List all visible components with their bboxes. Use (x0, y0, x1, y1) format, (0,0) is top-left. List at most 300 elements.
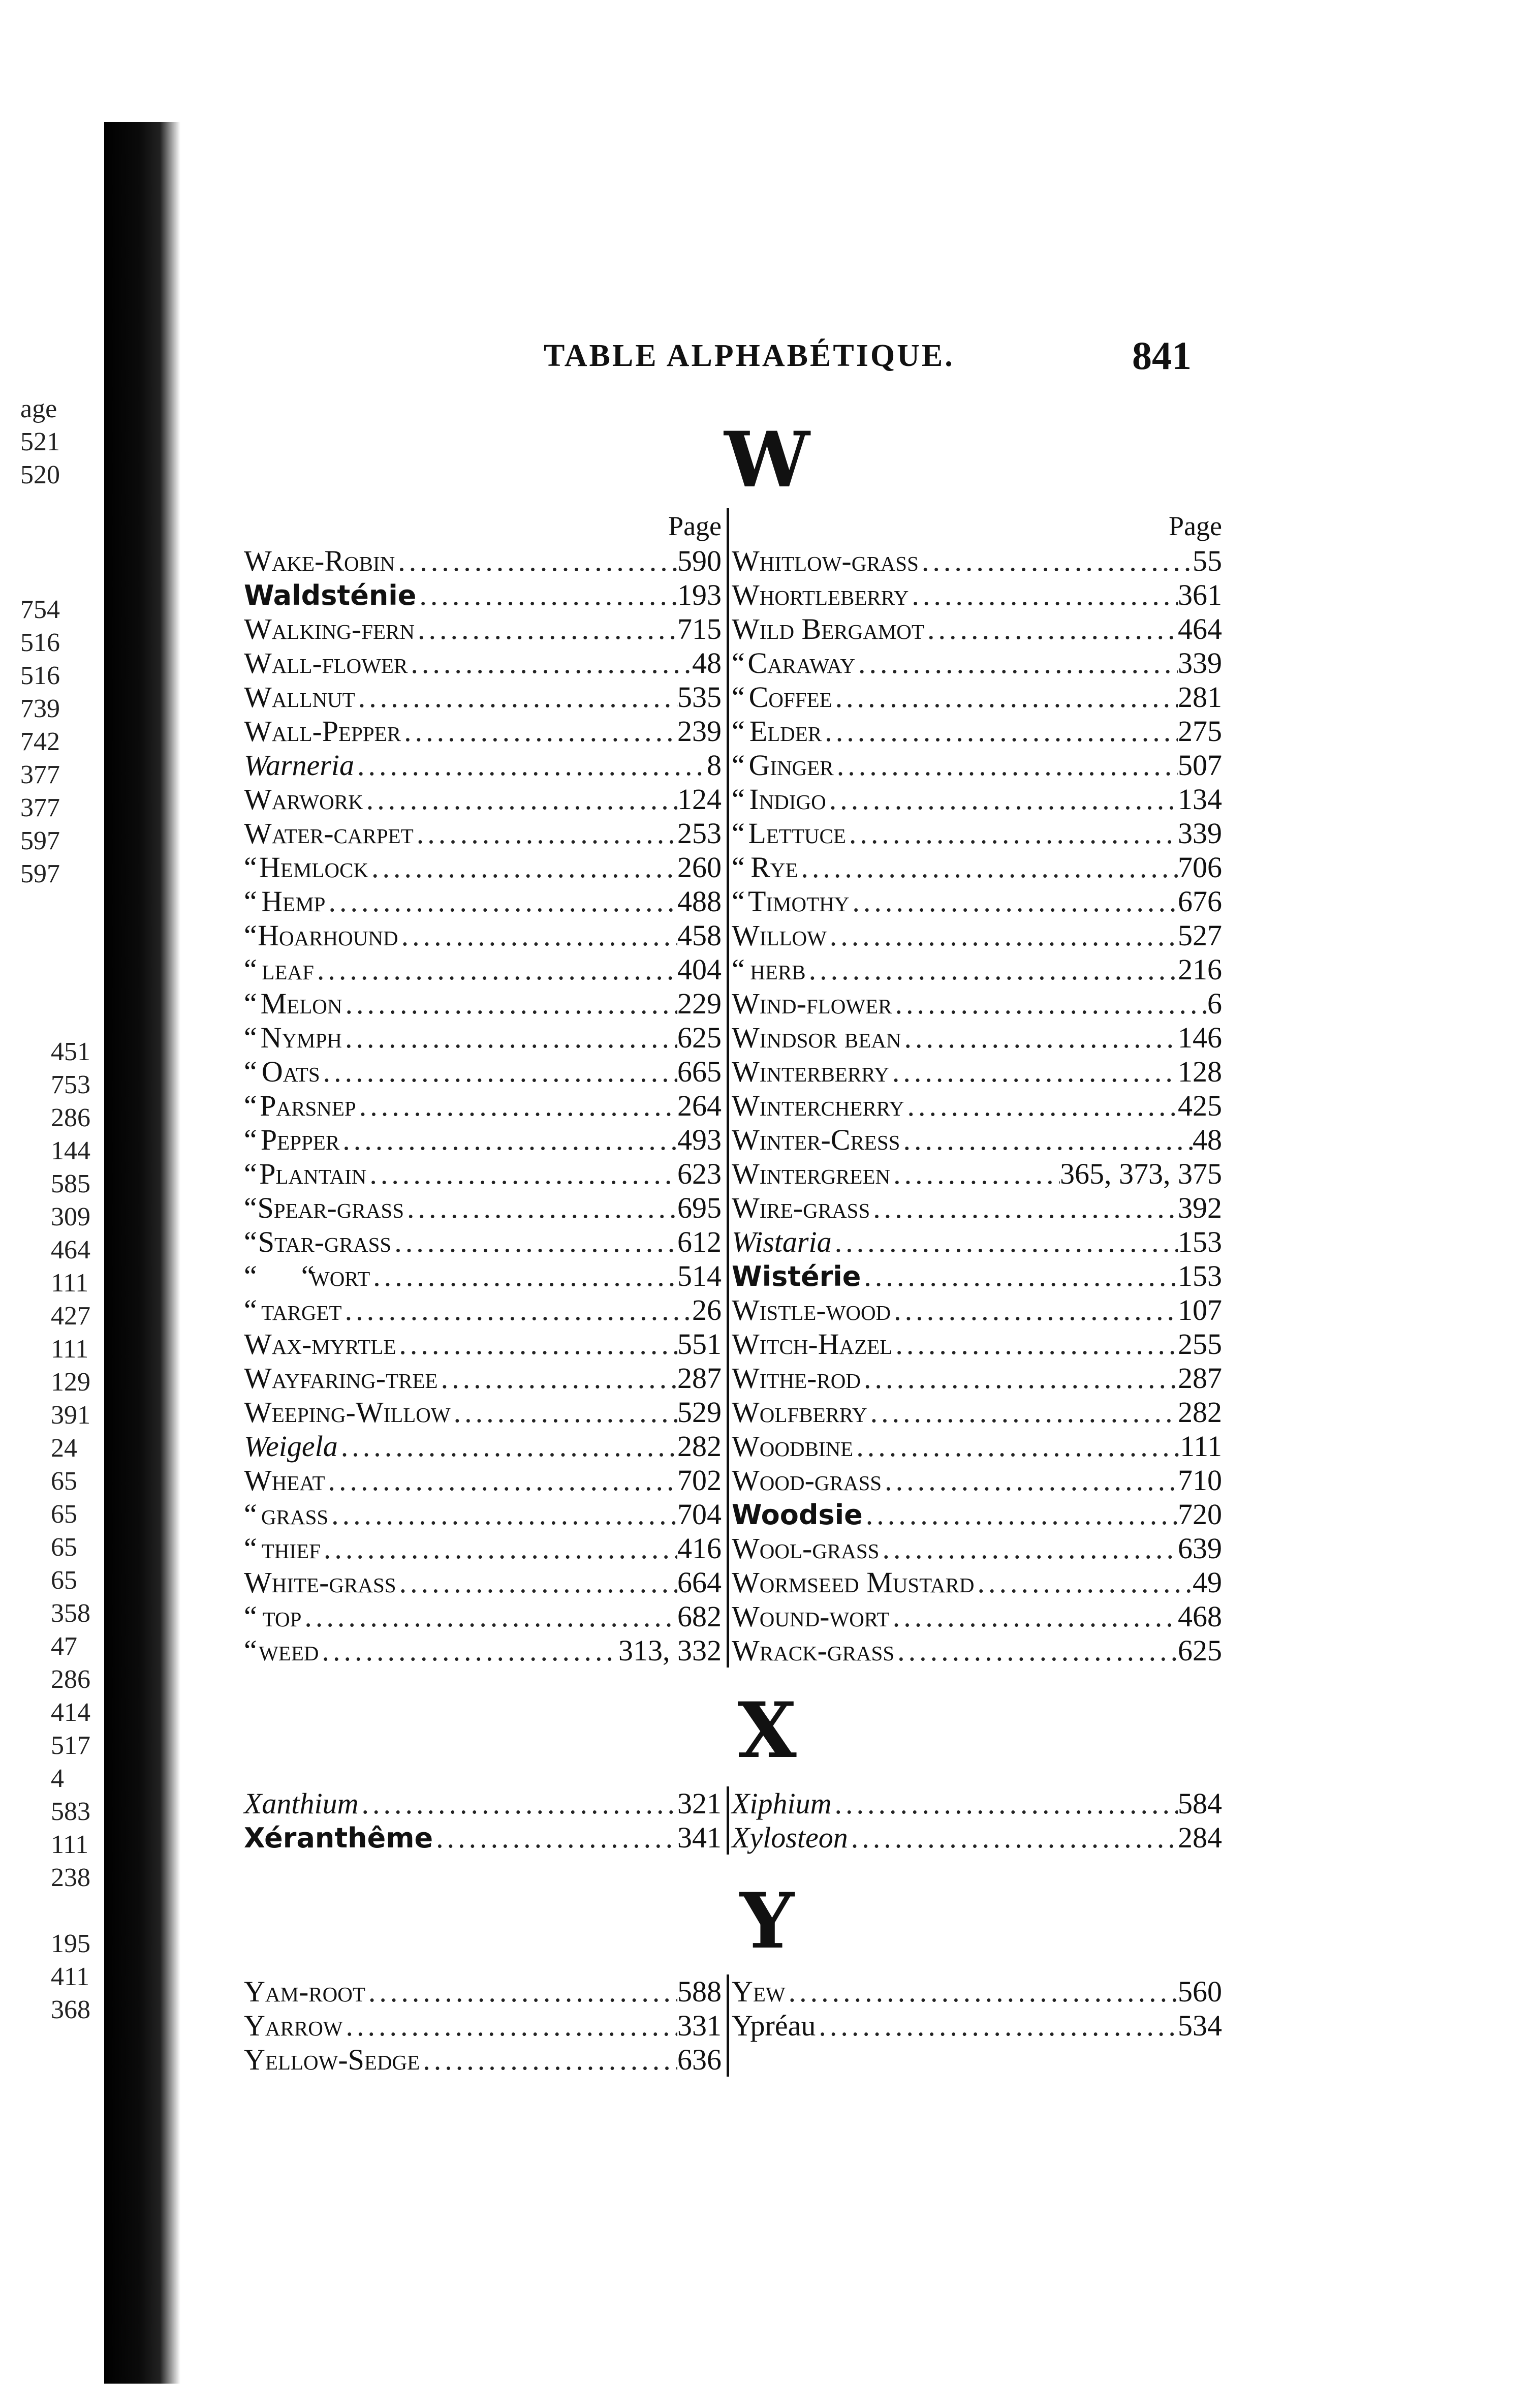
leader-dots (861, 1259, 1178, 1293)
previous-page-fragment: 238 (51, 1863, 90, 1892)
leader-dots (892, 986, 1207, 1021)
previous-page-fragment: 377 (20, 793, 60, 822)
entry-name: Wallnut (244, 681, 355, 714)
previous-page-fragment: 377 (20, 760, 60, 789)
previous-page-fragment: 286 (51, 1103, 90, 1132)
index-entry (244, 918, 727, 952)
index-entry (244, 646, 727, 680)
entry-name: Hemp (261, 885, 326, 918)
page-ref: 111 (1180, 1430, 1222, 1463)
previous-page-fragment: 65 (51, 1500, 77, 1529)
entry-name: Hoarhound (258, 919, 398, 952)
page-ref: 590 (677, 544, 722, 577)
page-ref: 287 (677, 1362, 722, 1395)
page-ref: 124 (677, 783, 722, 816)
page-ref: 529 (677, 1396, 722, 1429)
letter-heading-y: Y (739, 1876, 795, 1966)
ditto-mark: “ (732, 953, 745, 986)
entry-name: top (262, 1600, 302, 1633)
index-entry (732, 1531, 1227, 1565)
index-entry (732, 850, 1227, 884)
leader-dots (356, 1089, 677, 1123)
leader-dots (342, 1021, 677, 1055)
leader-dots (853, 1429, 1180, 1463)
page-ref: 623 (677, 1157, 722, 1190)
index-entry (732, 1633, 1227, 1668)
entry-name: Whortleberry (732, 578, 909, 611)
leader-dots (798, 850, 1178, 884)
leader-dots (365, 1974, 677, 2009)
previous-page-column (0, 0, 142, 2408)
leader-dots (832, 680, 1178, 714)
ditto-mark: “ (244, 851, 257, 884)
entry-name: Yew (732, 1975, 786, 2008)
leader-dots (855, 646, 1178, 680)
leader-dots (891, 1293, 1178, 1327)
entry-name: Hemlock (259, 851, 369, 884)
page-ref: 706 (1178, 851, 1222, 884)
leader-dots (368, 850, 677, 884)
index-entry (732, 1191, 1227, 1225)
entry-name: Water-carpet (244, 817, 414, 850)
index-entry (244, 612, 727, 646)
leader-dots (414, 816, 677, 850)
index-entry (732, 1429, 1227, 1463)
entry-name: Wistérie (732, 1260, 861, 1292)
page-ref: 534 (1178, 2009, 1222, 2042)
index-entry (732, 680, 1227, 714)
entry-name: Parsnep (260, 1089, 356, 1122)
entry-name: Nymph (260, 1021, 342, 1054)
entry-name: Xiphium (732, 1787, 832, 1820)
entry-name: Warwork (244, 783, 363, 816)
ditto-mark: “ (244, 885, 257, 918)
leader-dots (370, 1259, 677, 1293)
leader-dots (366, 1157, 677, 1191)
page-ref: 55 (1193, 544, 1222, 577)
leader-dots (328, 1497, 677, 1531)
page-ref: 146 (1178, 1021, 1222, 1054)
previous-page-fragment: 520 (20, 460, 60, 489)
page-ref: 584 (1178, 1787, 1222, 1820)
entry-name: Ginger (748, 749, 834, 782)
page-ref: 704 (677, 1498, 722, 1531)
page-ref: 260 (677, 851, 722, 884)
previous-page-fragment: 368 (51, 1995, 90, 2024)
ditto-mark: “ (732, 783, 745, 816)
index-entry (244, 578, 727, 612)
ditto-mark: “ (244, 1225, 257, 1258)
index-entry (732, 782, 1227, 816)
index-entry (244, 1565, 727, 1599)
page-ref: 715 (677, 612, 722, 645)
leader-dots (909, 578, 1178, 612)
entry-name: Lettuce (748, 817, 846, 850)
leader-dots (894, 1633, 1178, 1668)
page-ref: 339 (1178, 817, 1222, 850)
leader-dots (846, 816, 1178, 850)
entry-name: Windsor bean (732, 1021, 901, 1054)
page-ref: 229 (677, 987, 722, 1020)
index-entry (732, 884, 1227, 918)
leader-dots (904, 1089, 1178, 1123)
entry-name: Witch-Hazel (732, 1328, 893, 1361)
index-entry (244, 1361, 727, 1395)
entry-name: Willow (732, 919, 827, 952)
leader-dots (826, 782, 1178, 816)
leader-dots (834, 748, 1178, 782)
page-ref: 702 (677, 1464, 722, 1497)
previous-page-fragment: 739 (20, 694, 60, 723)
leader-dots (319, 1633, 619, 1668)
index-entry (732, 2009, 1227, 2043)
page-ref: 464 (1178, 612, 1222, 645)
ditto-mark: “ (244, 953, 257, 986)
entry-name: Wrack-grass (732, 1634, 895, 1667)
page-ref: 682 (677, 1600, 722, 1633)
page-ref: 281 (1178, 681, 1222, 714)
page-ref: 625 (1178, 1634, 1222, 1667)
page-ref: 6 (1207, 987, 1222, 1020)
index-entry (732, 578, 1227, 612)
leader-dots (401, 714, 677, 748)
entry-name: Wax-myrtle (244, 1328, 396, 1361)
index-entry (732, 1259, 1227, 1293)
index-entry (244, 1021, 727, 1055)
leader-dots (343, 2009, 678, 2043)
w-right-column (732, 508, 1227, 1668)
entry-name: Oats (261, 1055, 320, 1088)
page-ref: 313, 332 (618, 1634, 722, 1667)
index-entry (732, 1974, 1227, 2009)
page-number: 841 (1132, 333, 1192, 378)
leader-dots (816, 2009, 1178, 2043)
index-entry (732, 646, 1227, 680)
previous-page-fragment: 286 (51, 1665, 90, 1694)
page-ref: 255 (1178, 1328, 1222, 1361)
index-entry (732, 1565, 1227, 1599)
page-ref: 665 (677, 1055, 722, 1088)
page-ref: 720 (1178, 1498, 1222, 1531)
y-right-column (732, 1974, 1227, 2043)
index-entry (732, 1021, 1227, 1055)
index-entry (732, 1089, 1227, 1123)
previous-page-fragment: 754 (20, 595, 60, 624)
entry-name: leaf (262, 953, 314, 986)
index-entry (244, 816, 727, 850)
page-ref: 551 (677, 1328, 722, 1361)
entry-name: Wake-Robin (244, 544, 395, 577)
entry-name: Weigela (244, 1430, 338, 1463)
ditto-mark: “ (244, 1600, 257, 1633)
previous-page-fragment: 521 (20, 427, 60, 456)
entry-name: Weeping-Willow (244, 1396, 451, 1429)
entry-name: Waldsténie (244, 579, 417, 611)
page-ref: 48 (1193, 1123, 1222, 1156)
leader-dots (974, 1565, 1193, 1599)
entry-name: Timothy (747, 885, 850, 918)
page-ref: 488 (677, 885, 722, 918)
ditto-mark: “ (732, 749, 745, 782)
leader-dots (415, 612, 677, 646)
leader-dots (832, 1225, 1178, 1259)
previous-page-fragment: 391 (51, 1401, 90, 1430)
index-entry (244, 1089, 727, 1123)
index-entry (244, 1429, 727, 1463)
leader-dots (339, 1123, 677, 1157)
index-entry (244, 1463, 727, 1497)
entry-name: White-grass (244, 1566, 396, 1599)
entry-name: Caraway (747, 646, 855, 680)
leader-dots (870, 1191, 1178, 1225)
entry-name: Wood-grass (732, 1464, 882, 1497)
leader-dots (314, 952, 677, 986)
page-ref: 493 (677, 1123, 722, 1156)
page-ref: 287 (1178, 1362, 1222, 1395)
previous-page-fragment: 414 (51, 1698, 90, 1727)
previous-page-fragment: 516 (20, 661, 60, 690)
leader-dots (806, 952, 1178, 986)
leader-dots (890, 1157, 1060, 1191)
index-entry (732, 1786, 1227, 1820)
previous-page-fragment: 129 (51, 1368, 90, 1397)
entry-name: Coffee (748, 681, 832, 714)
entry-name: Wolfberry (732, 1396, 867, 1429)
entry-name: Whitlow-grass (732, 544, 919, 577)
page-ref: 153 (1178, 1259, 1222, 1292)
previous-page-fragment: 464 (51, 1236, 90, 1264)
ditto-mark: “ (244, 1157, 257, 1190)
leader-dots (827, 918, 1178, 952)
index-entry (244, 1820, 727, 1855)
leader-dots (451, 1395, 677, 1429)
previous-page-fragment: 451 (51, 1037, 90, 1066)
page-ref: 468 (1178, 1600, 1222, 1633)
entry-name: Wheat (244, 1464, 325, 1497)
index-entry (732, 612, 1227, 646)
previous-page-fragment: 742 (20, 727, 60, 756)
previous-page-fragment: 427 (51, 1302, 90, 1331)
page-ref: 8 (707, 749, 722, 782)
entry-name: Yarrow (244, 2009, 343, 2042)
ditto-mark: “ (732, 681, 745, 714)
index-entry (732, 1123, 1227, 1157)
ditto-mark: “ (244, 1021, 257, 1054)
index-entry (732, 1055, 1227, 1089)
page-ref: 284 (1178, 1821, 1222, 1854)
previous-page-fragment: 65 (51, 1566, 77, 1595)
y-left-column (244, 1974, 729, 2077)
previous-page-fragment: 358 (51, 1599, 90, 1628)
index-entry (244, 1327, 727, 1361)
previous-page-fragment: 65 (51, 1533, 77, 1562)
index-entry (244, 1599, 727, 1633)
entry-name: Warneria (244, 749, 354, 782)
index-entry (732, 1463, 1227, 1497)
page-ref: 392 (1178, 1191, 1222, 1224)
index-entry (732, 714, 1227, 748)
entry-name: Wormseed Mustard (732, 1566, 975, 1599)
page-column-label: Page (668, 511, 722, 541)
index-entry (732, 1395, 1227, 1429)
index-entry (244, 986, 727, 1021)
index-entry (732, 1820, 1227, 1855)
leader-dots (404, 1191, 677, 1225)
index-entry (732, 544, 1227, 578)
index-entry (732, 748, 1227, 782)
ditto-mark: “ (244, 1123, 257, 1156)
x-left-column (244, 1786, 729, 1855)
leader-dots (433, 1820, 677, 1855)
page-ref: 153 (1178, 1225, 1222, 1258)
page-ref: 425 (1178, 1089, 1222, 1122)
leader-dots (880, 1531, 1178, 1565)
page-ref: 253 (677, 817, 722, 850)
leader-dots (863, 1497, 1178, 1531)
index-entry (244, 1497, 727, 1531)
page-ref: 625 (677, 1021, 722, 1054)
page-ref: 404 (677, 953, 722, 986)
index-entry (732, 816, 1227, 850)
page-ref: 560 (1178, 1975, 1222, 2008)
previous-page-fragment: 517 (51, 1731, 90, 1760)
leader-dots (892, 1327, 1178, 1361)
entry-name: Pepper (260, 1123, 340, 1156)
leader-dots (301, 1599, 677, 1633)
index-entry (244, 1633, 727, 1668)
previous-page-fragment: 753 (51, 1070, 90, 1099)
page-ref: 636 (677, 2043, 722, 2076)
index-entry (244, 1055, 727, 1089)
ditto-mark: “ (244, 1191, 257, 1224)
leader-dots (325, 1463, 677, 1497)
previous-page-fragment: 585 (51, 1169, 90, 1198)
leader-dots (338, 1429, 677, 1463)
ditto-mark: “ (732, 715, 745, 748)
page-ref: 710 (1178, 1464, 1222, 1497)
entry-name: Wistle-wood (732, 1293, 891, 1326)
leader-dots (848, 1820, 1178, 1855)
page-column-label: Page (1169, 511, 1222, 541)
leader-dots (408, 646, 692, 680)
previous-page-fragment: 309 (51, 1202, 90, 1231)
ditto-mark: “ (244, 1089, 257, 1122)
leader-dots (919, 544, 1193, 578)
entry-name: target (261, 1293, 342, 1326)
leader-dots (901, 1021, 1178, 1055)
page-ref: 535 (677, 681, 722, 714)
entry-name: Wound-wort (732, 1600, 890, 1633)
index-entry (244, 2043, 727, 2077)
ditto-mark: “ (244, 1634, 257, 1667)
leader-dots (882, 1463, 1178, 1497)
leader-dots (416, 578, 677, 612)
index-entry (732, 1293, 1227, 1327)
entry-name: Walking-fern (244, 612, 415, 645)
index-entry (244, 1974, 727, 2009)
index-entry (244, 1293, 727, 1327)
previous-page-fragment: 111 (51, 1335, 89, 1364)
page-ref: 664 (677, 1566, 722, 1599)
entry-name: thief (261, 1532, 321, 1565)
leader-dots (396, 1565, 677, 1599)
leader-dots (342, 1293, 692, 1327)
page-ref: 676 (1178, 885, 1222, 918)
leader-dots (321, 1531, 677, 1565)
leader-dots (438, 1361, 677, 1395)
leader-dots (354, 748, 707, 782)
leader-dots (861, 1361, 1178, 1395)
page-ref: 275 (1178, 715, 1222, 748)
page-ref: 458 (677, 919, 722, 952)
previous-page-fragment: 111 (51, 1269, 89, 1298)
entry-name: Withe-rod (732, 1362, 861, 1395)
ditto-mark: “ (244, 1293, 257, 1326)
page-ref: 365, 373, 375 (1060, 1157, 1222, 1190)
leader-dots (849, 884, 1178, 918)
ditto-mark: “ (244, 987, 257, 1020)
leader-dots (867, 1395, 1178, 1429)
page-ref: 339 (1178, 646, 1222, 680)
index-entry (244, 1531, 727, 1565)
leader-dots (822, 714, 1178, 748)
entry-name: Winter-Cress (732, 1123, 900, 1156)
page-ref: 639 (1178, 1532, 1222, 1565)
index-entry (732, 1327, 1227, 1361)
page-ref: 612 (677, 1225, 722, 1258)
ditto-mark: “ (244, 919, 257, 952)
index-entry (244, 1191, 727, 1225)
entry-name: Wayfaring-tree (244, 1362, 438, 1395)
entry-name: Xylosteon (732, 1821, 848, 1854)
leader-dots (320, 1055, 677, 1089)
index-entry (244, 680, 727, 714)
previous-page-fragment: 144 (51, 1136, 90, 1165)
leader-dots (900, 1123, 1193, 1157)
previous-page-fragment: 411 (51, 1962, 90, 1991)
entry-name: Star-grass (258, 1225, 392, 1258)
previous-page-fragment: 597 (20, 859, 60, 888)
entry-name: Wind-flower (732, 987, 892, 1020)
leader-dots (786, 1974, 1178, 2009)
ditto-mark: “ (732, 885, 745, 918)
leader-dots (326, 884, 678, 918)
entry-name: Indigo (749, 783, 826, 816)
entry-name: Wild Bergamot (732, 612, 924, 645)
x-right-column (732, 1786, 1227, 1855)
page-ref: 107 (1178, 1293, 1222, 1326)
previous-page-fragment: 47 (51, 1632, 77, 1661)
entry-name: herb (750, 953, 806, 986)
leader-dots (359, 1786, 677, 1820)
index-entry (244, 850, 727, 884)
index-entry (732, 1225, 1227, 1259)
entry-name: Wistaria (732, 1225, 832, 1258)
leader-dots (890, 1599, 1178, 1633)
page-ref: 48 (692, 646, 722, 680)
page-ref: 216 (1178, 953, 1222, 986)
entry-name: Wall-flower (244, 646, 408, 680)
leader-dots (398, 918, 677, 952)
entry-name: Wall-Pepper (244, 715, 401, 748)
index-entry (732, 952, 1227, 986)
page-ref: 527 (1178, 919, 1222, 952)
ditto-mark: “ (244, 1498, 257, 1531)
leader-dots (832, 1786, 1178, 1820)
index-entry (244, 1225, 727, 1259)
index-entry (244, 2009, 727, 2043)
entry-name: Rye (750, 851, 798, 884)
